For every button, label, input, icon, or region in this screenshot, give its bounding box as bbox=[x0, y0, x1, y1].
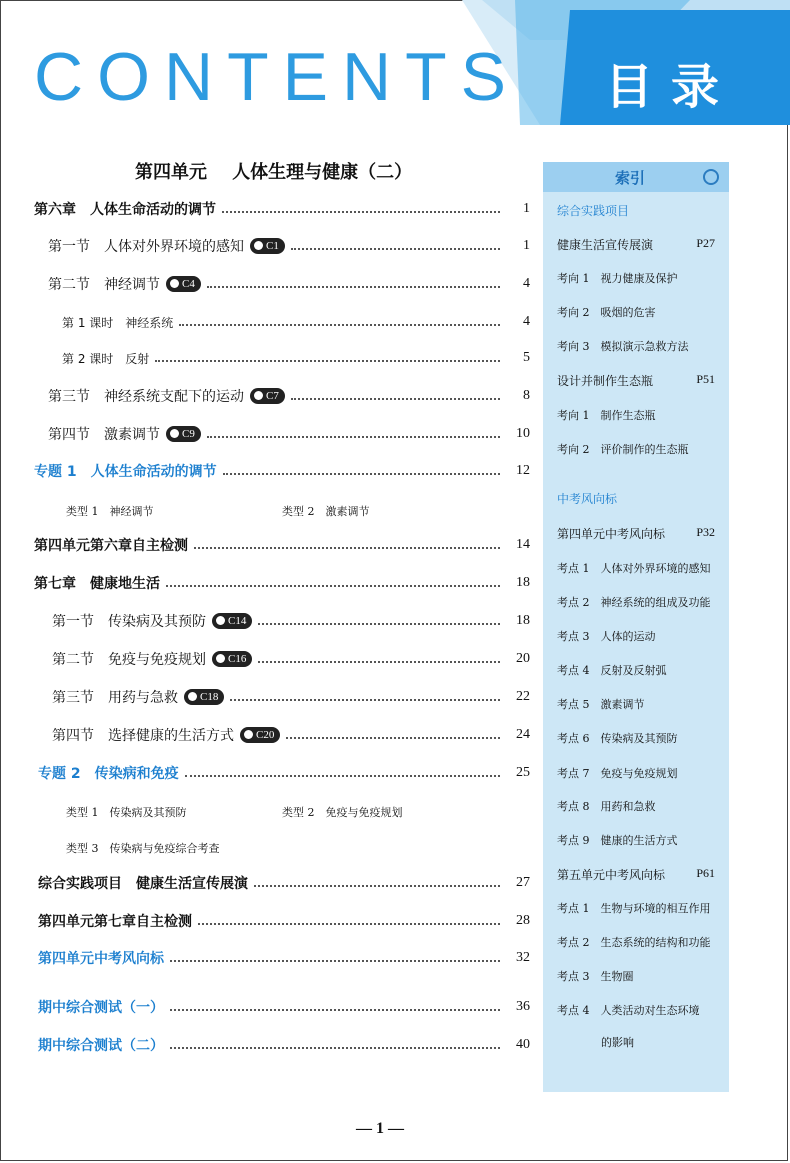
toc-page-number: 10 bbox=[516, 426, 530, 441]
toc-entry-label: 期中综合测试（二） bbox=[38, 1038, 164, 1054]
toc-page-number: 28 bbox=[516, 913, 530, 928]
index-item[interactable]: 考点 4 人类活动对生态环境 bbox=[557, 1004, 700, 1017]
toc-entry[interactable] bbox=[0, 1034, 530, 1056]
badge-code: C4 bbox=[182, 278, 195, 290]
index-item[interactable]: 考向 3 模拟演示急救方法 bbox=[557, 340, 689, 353]
leader-dots bbox=[291, 398, 500, 400]
index-header bbox=[543, 162, 729, 192]
search-icon bbox=[703, 169, 719, 185]
toc-entry-label: 第二节 免疫与免疫规划 bbox=[52, 652, 206, 668]
index-item[interactable]: 考点 3 生物圈 bbox=[557, 970, 634, 983]
leader-dots bbox=[185, 775, 500, 777]
toc-entry[interactable] bbox=[0, 460, 530, 482]
toc-page-number: 32 bbox=[516, 950, 530, 965]
toc-page-number: 18 bbox=[516, 613, 530, 628]
toc-entry-label: 第 2 课时 反射 bbox=[62, 351, 150, 366]
badge-code: C14 bbox=[228, 615, 247, 627]
leader-dots bbox=[222, 211, 500, 213]
index-page-ref: P61 bbox=[696, 866, 715, 880]
toc-entry[interactable] bbox=[0, 311, 530, 333]
index-item[interactable]: 考点 4 反射及反射弧 bbox=[557, 664, 667, 677]
index-item[interactable]: 考点 3 人体的运动 bbox=[557, 630, 656, 643]
leader-dots bbox=[207, 436, 500, 438]
index-page-ref: P27 bbox=[696, 236, 715, 250]
circle-icon bbox=[254, 391, 263, 400]
leader-dots bbox=[179, 324, 500, 326]
index-page-ref: P32 bbox=[696, 525, 715, 539]
index-item[interactable]: 考点 6 传染病及其预防 bbox=[557, 732, 678, 745]
circle-icon bbox=[244, 730, 253, 739]
toc-page-number: 8 bbox=[523, 388, 530, 403]
toc-entry[interactable] bbox=[0, 385, 530, 407]
leader-dots bbox=[170, 1009, 500, 1011]
subtype-label: 类型 2 激素调节 bbox=[282, 505, 370, 518]
leader-dots bbox=[286, 737, 500, 739]
badge-code: C18 bbox=[200, 691, 219, 703]
toc-entry[interactable] bbox=[0, 198, 530, 220]
index-item[interactable]: 考向 2 评价制作的生态瓶 bbox=[557, 443, 689, 456]
toc-entry-label: 第三节 神经系统支配下的运动 bbox=[48, 389, 244, 405]
index-item[interactable]: 考向 2 吸烟的危害 bbox=[557, 306, 656, 319]
leader-dots bbox=[258, 661, 500, 663]
toc-entry[interactable] bbox=[0, 235, 530, 257]
toc-page-number: 25 bbox=[516, 765, 530, 780]
leader-dots bbox=[155, 360, 500, 362]
badge-code: C7 bbox=[266, 390, 279, 402]
page-title: 目录 bbox=[605, 59, 738, 115]
video-badge[interactable] bbox=[240, 727, 280, 743]
toc-entry[interactable] bbox=[0, 947, 530, 969]
toc-entry[interactable] bbox=[0, 534, 530, 556]
toc-page-number: 1 bbox=[523, 238, 530, 253]
contents-heading: CONTENTS bbox=[34, 39, 520, 115]
index-item[interactable]: 的影响 bbox=[557, 1036, 634, 1049]
toc-entry[interactable] bbox=[0, 910, 530, 932]
badge-code: C9 bbox=[182, 428, 195, 440]
video-badge[interactable] bbox=[250, 388, 285, 404]
circle-icon bbox=[216, 654, 225, 663]
leader-dots bbox=[170, 1047, 500, 1049]
badge-code: C16 bbox=[228, 653, 247, 665]
unit-title: 第四单元 人体生理与健康（二） bbox=[135, 162, 413, 183]
toc-entry-label: 专题 2 传染病和免疫 bbox=[38, 766, 179, 782]
toc-entry-label: 第四单元第六章自主检测 bbox=[34, 538, 188, 554]
toc-page-number: 18 bbox=[516, 575, 530, 590]
index-item[interactable]: 考点 5 激素调节 bbox=[557, 698, 645, 711]
index-item[interactable]: 考点 7 免疫与免疫规划 bbox=[557, 767, 678, 780]
subtype-label: 类型 1 传染病及其预防 bbox=[66, 806, 187, 819]
toc-page-number: 22 bbox=[516, 689, 530, 704]
circle-icon bbox=[170, 429, 179, 438]
subtype-label: 类型 2 免疫与免疫规划 bbox=[282, 806, 403, 819]
index-item[interactable]: 考点 1 生物与环境的相互作用 bbox=[557, 902, 711, 915]
toc-entry[interactable] bbox=[0, 273, 530, 295]
toc-page-number: 27 bbox=[516, 875, 530, 890]
badge-code: C20 bbox=[256, 729, 275, 741]
leader-dots bbox=[207, 286, 500, 288]
index-panel bbox=[543, 162, 729, 1092]
toc-entry[interactable] bbox=[0, 610, 530, 632]
index-item[interactable]: 第四单元中考风向标 bbox=[557, 527, 666, 541]
toc-entry-label: 第四节 选择健康的生活方式 bbox=[52, 728, 234, 744]
circle-icon bbox=[254, 241, 263, 250]
index-item[interactable]: 考点 2 神经系统的组成及功能 bbox=[557, 596, 711, 609]
leader-dots bbox=[170, 960, 500, 962]
toc-entry[interactable] bbox=[0, 648, 530, 670]
toc-page-number: 36 bbox=[516, 999, 530, 1014]
index-item[interactable]: 考点 8 用药和急救 bbox=[557, 800, 656, 813]
page-number: — 1 — bbox=[356, 1120, 404, 1137]
toc-page-number: 40 bbox=[516, 1037, 530, 1052]
leader-dots bbox=[291, 248, 500, 250]
toc-entry-label: 第四单元中考风向标 bbox=[38, 951, 164, 967]
video-badge[interactable] bbox=[166, 426, 201, 442]
leader-dots bbox=[223, 473, 500, 475]
toc-entry-label: 第三节 用药与急救 bbox=[52, 690, 178, 706]
video-badge[interactable] bbox=[250, 238, 285, 254]
circle-icon bbox=[170, 279, 179, 288]
toc-entry-label: 第四节 激素调节 bbox=[48, 427, 160, 443]
toc-entry-label: 专题 1 人体生命活动的调节 bbox=[34, 464, 217, 480]
toc-entry[interactable] bbox=[0, 572, 530, 594]
toc-entry[interactable] bbox=[0, 762, 530, 784]
leader-dots bbox=[254, 885, 500, 887]
toc-page-number: 12 bbox=[516, 463, 530, 478]
toc-entry-label: 第 1 课时 神经系统 bbox=[62, 315, 174, 330]
toc-entry[interactable] bbox=[0, 347, 530, 369]
toc-entry-label: 第一节 人体对外界环境的感知 bbox=[48, 239, 244, 255]
subtype-label: 类型 1 神经调节 bbox=[66, 505, 154, 518]
index-item[interactable]: 考向 1 视力健康及保护 bbox=[557, 272, 678, 285]
toc-page-number: 14 bbox=[516, 537, 530, 552]
leader-dots bbox=[194, 547, 500, 549]
toc-page-number: 20 bbox=[516, 651, 530, 666]
toc-page-number: 5 bbox=[523, 350, 530, 365]
video-badge[interactable] bbox=[212, 651, 252, 667]
video-badge[interactable] bbox=[212, 613, 252, 629]
index-section-heading: 中考风向标 bbox=[557, 492, 618, 506]
index-section-heading: 综合实践项目 bbox=[557, 204, 630, 218]
leader-dots bbox=[198, 923, 500, 925]
circle-icon bbox=[216, 616, 225, 625]
index-title: 索引 bbox=[615, 169, 646, 187]
toc-entry-label: 第四单元第七章自主检测 bbox=[38, 914, 192, 930]
video-badge[interactable] bbox=[166, 276, 201, 292]
badge-code: C1 bbox=[266, 240, 279, 252]
circle-icon bbox=[188, 692, 197, 701]
index-item[interactable]: 考点 1 人体对外界环境的感知 bbox=[557, 562, 711, 575]
toc-entry[interactable] bbox=[0, 872, 530, 894]
toc-entry-label: 综合实践项目 健康生活宣传展演 bbox=[38, 876, 248, 892]
toc-page-number: 4 bbox=[523, 314, 530, 329]
index-item[interactable]: 健康生活宣传展演 bbox=[557, 238, 654, 252]
toc-entry[interactable] bbox=[0, 686, 530, 708]
header-banner bbox=[0, 0, 790, 125]
index-item[interactable]: 第五单元中考风向标 bbox=[557, 868, 666, 882]
video-badge[interactable] bbox=[184, 689, 224, 705]
subtype-label: 类型 3 传染病与免疫综合考查 bbox=[66, 842, 220, 855]
toc-entry[interactable] bbox=[0, 423, 530, 445]
leader-dots bbox=[166, 585, 500, 587]
toc-page-number: 4 bbox=[523, 276, 530, 291]
toc-page-number: 1 bbox=[523, 201, 530, 216]
index-item[interactable]: 考向 1 制作生态瓶 bbox=[557, 409, 656, 422]
toc-page-number: 24 bbox=[516, 727, 530, 742]
leader-dots bbox=[258, 623, 500, 625]
toc-entry[interactable] bbox=[0, 724, 530, 746]
index-item[interactable]: 考点 9 健康的生活方式 bbox=[557, 834, 678, 847]
index-item[interactable]: 设计并制作生态瓶 bbox=[557, 374, 654, 388]
toc-entry-label: 第二节 神经调节 bbox=[48, 277, 160, 293]
toc-entry-label: 第六章 人体生命活动的调节 bbox=[34, 202, 216, 218]
index-page-ref: P51 bbox=[696, 372, 715, 386]
toc-entry-label: 期中综合测试（一） bbox=[38, 1000, 164, 1016]
toc-entry-label: 第七章 健康地生活 bbox=[34, 576, 160, 592]
leader-dots bbox=[230, 699, 500, 701]
toc-entry-label: 第一节 传染病及其预防 bbox=[52, 614, 206, 630]
index-item[interactable]: 考点 2 生态系统的结构和功能 bbox=[557, 936, 711, 949]
toc-entry[interactable] bbox=[0, 996, 530, 1018]
